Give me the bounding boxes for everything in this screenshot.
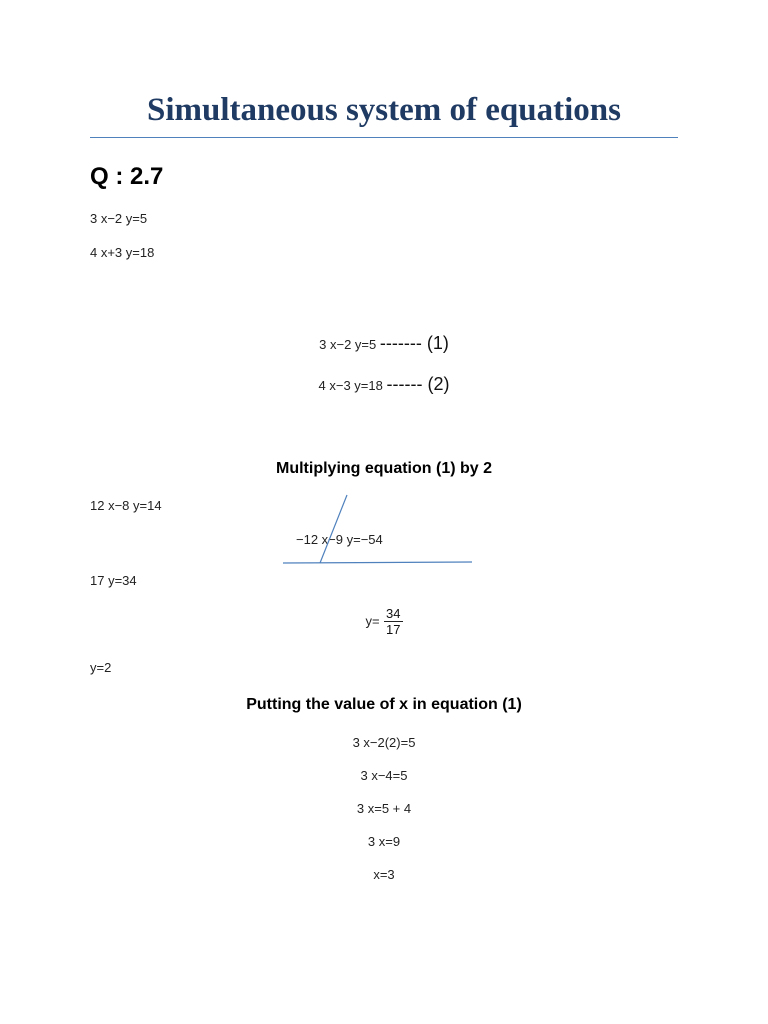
- equation-expression: 4 x−3 y=18: [318, 378, 383, 393]
- final-step-3: 3 x=5 + 4: [356, 801, 412, 816]
- given-equation-1: 3 x−2 y=5: [90, 211, 148, 226]
- y-result: y=2: [90, 660, 112, 675]
- question-label: Q : 2.7: [90, 163, 164, 190]
- step-line-1: 12 x−8 y=14: [90, 498, 162, 513]
- y-lhs: y=: [365, 613, 380, 629]
- page-title: Simultaneous system of equations: [147, 92, 621, 128]
- equation-tag: ------- (1): [379, 333, 449, 353]
- step-line-2: −12 x−9 y=−54: [296, 532, 383, 547]
- fraction-denominator: 17: [386, 622, 401, 637]
- sum-rule-line: [283, 562, 472, 563]
- y-fraction-row: [0, 606, 768, 637]
- fraction-numerator: 34: [386, 606, 401, 621]
- final-step-4: 3 x=9: [367, 834, 401, 849]
- given-equation-2: 4 x+3 y=18: [90, 245, 155, 260]
- slash-mark: [320, 495, 347, 563]
- step-line-3: 17 y=34: [90, 573, 137, 588]
- heading-putting: Putting the value of x in equation (1): [246, 696, 522, 713]
- equation-tag: ------ (2): [386, 374, 450, 394]
- fraction: [384, 606, 402, 637]
- final-step-5: x=3: [373, 867, 395, 882]
- final-step-1: 3 x−2(2)=5: [352, 735, 416, 750]
- equation-expression: 3 x−2 y=5: [319, 337, 377, 352]
- heading-multiply: Multiplying equation (1) by 2: [276, 460, 492, 477]
- final-step-2: 3 x−4=5: [360, 768, 408, 783]
